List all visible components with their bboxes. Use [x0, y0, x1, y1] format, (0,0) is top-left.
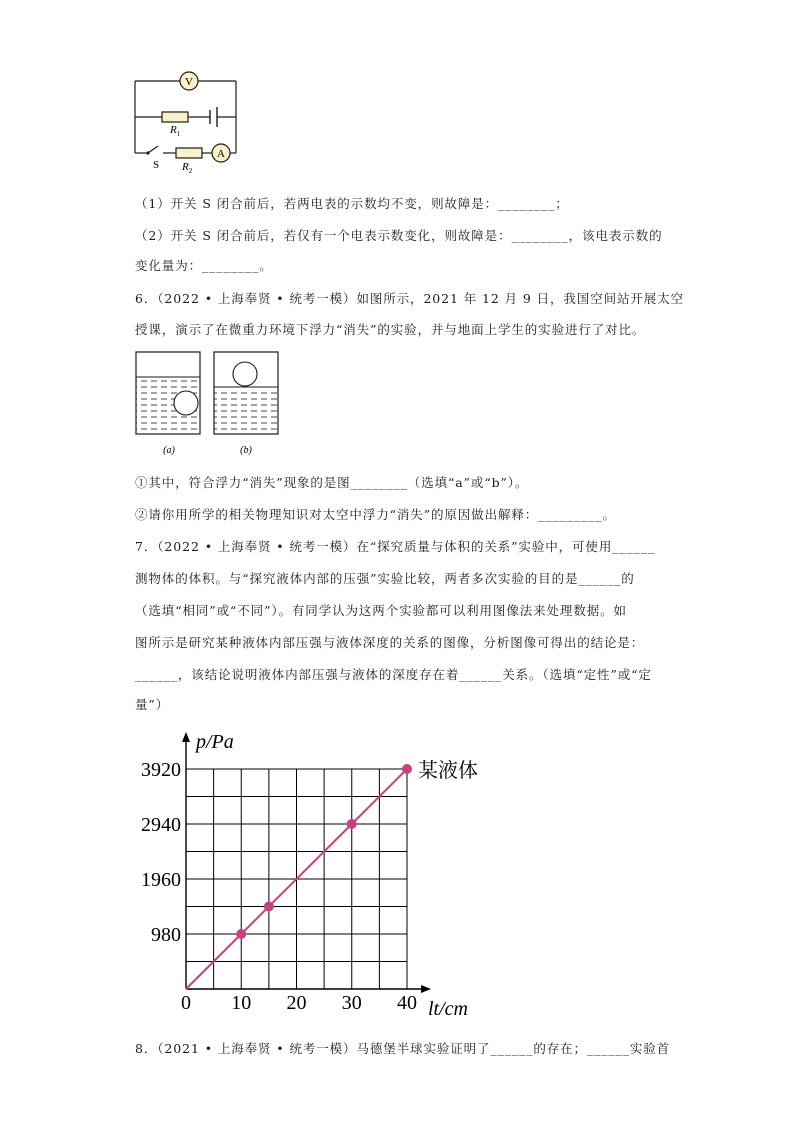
q6-line1: 6．（2022 • 上海奉贤 • 统考一模）如图所示，2021 年 12 月 9 日，我国空间站开展太空 [135, 291, 684, 306]
data-point [347, 819, 357, 829]
q7-line2: 测物体的体积。与“探究液体内部的压强”实验比较，两者多次实验的目的是______的 [135, 571, 635, 586]
r1-label: $R_1$ [170, 124, 181, 138]
q7-line4: 图所示是研究某种液体内部压强与液体深度的关系的图像，分析图像可得出的结论是： [135, 635, 645, 650]
label-b: (b) [240, 445, 252, 456]
ammeter-symbol [212, 144, 230, 162]
x-axis-label: lt/cm [428, 998, 468, 1020]
data-point [402, 764, 412, 774]
q6-item1: ①其中，符合浮力“消失”现象的是图________（选填“a”或“b”）。 [135, 475, 529, 490]
q5-part2: （2）开关 S 闭合前后，若仅有一个电表示数变化，则故障是：________，该电表示数的 [135, 228, 663, 243]
pressure-depth-chart [130, 725, 490, 1035]
y-tick-label: 3920 [141, 759, 181, 781]
q7-line3: （选填“相同”或“不同”）。有同学认为这两个实验都可以利用图像法来处理数据。如 [135, 603, 627, 618]
voltmeter-symbol [180, 72, 198, 90]
y-axis-label: p/Pa [196, 731, 234, 753]
beaker-a [136, 352, 200, 434]
x-tick-label: 0 [181, 992, 191, 1014]
x-tick-label: 40 [397, 992, 417, 1014]
chart-axes [182, 732, 431, 993]
q7-line5: ______，该结论说明液体内部压强与液体的深度存在着______关系。（选填“定性”或“定 [135, 667, 652, 682]
x-tick-label: 10 [231, 992, 252, 1014]
resistor-r2 [176, 148, 202, 158]
beaker-figures [130, 345, 290, 460]
series-label: 某液体 [418, 760, 478, 782]
q7-line6: 量”） [135, 697, 170, 712]
voltmeter-label: V [185, 76, 193, 88]
switch-label: S [153, 159, 160, 171]
y-tick-label: 980 [151, 924, 181, 946]
q6-line2: 授课，演示了在微重力环境下浮力“消失”的实验，并与地面上学生的实验进行了对比。 [135, 322, 646, 337]
circuit-diagram [125, 65, 245, 177]
data-point [236, 929, 246, 939]
q8-line1: 8．（2021 • 上海奉贤 • 统考一模）马德堡半球实验证明了______的存在；______实验首 [135, 1041, 671, 1056]
y-tick-label: 2940 [141, 814, 181, 836]
x-tick-label: 30 [341, 992, 362, 1014]
data-point [264, 902, 274, 912]
battery-symbol [210, 107, 217, 127]
beaker-b [214, 352, 278, 434]
switch-contact [146, 151, 149, 154]
q5-part2-continued: 变化量为：________。 [135, 258, 273, 273]
q5-part1: （1）开关 S 闭合前后，若两电表的示数均不变，则故障是：________； [135, 196, 569, 211]
q7-line1: 7．（2022 • 上海奉贤 • 统考一模）在“探究质量与体积的关系”实验中，可使用______ [135, 539, 656, 554]
y-tick-label: 1960 [141, 869, 181, 891]
r2-label: $R_2$ [182, 161, 193, 175]
label-a: (a) [163, 445, 175, 456]
ammeter-label: A [217, 148, 225, 160]
resistor-r1 [162, 112, 188, 122]
q6-item2: ②请你用所学的相关物理知识对太空中浮力“消失”的原因做出解释：_________。 [135, 507, 616, 522]
x-tick-label: 20 [286, 992, 307, 1014]
